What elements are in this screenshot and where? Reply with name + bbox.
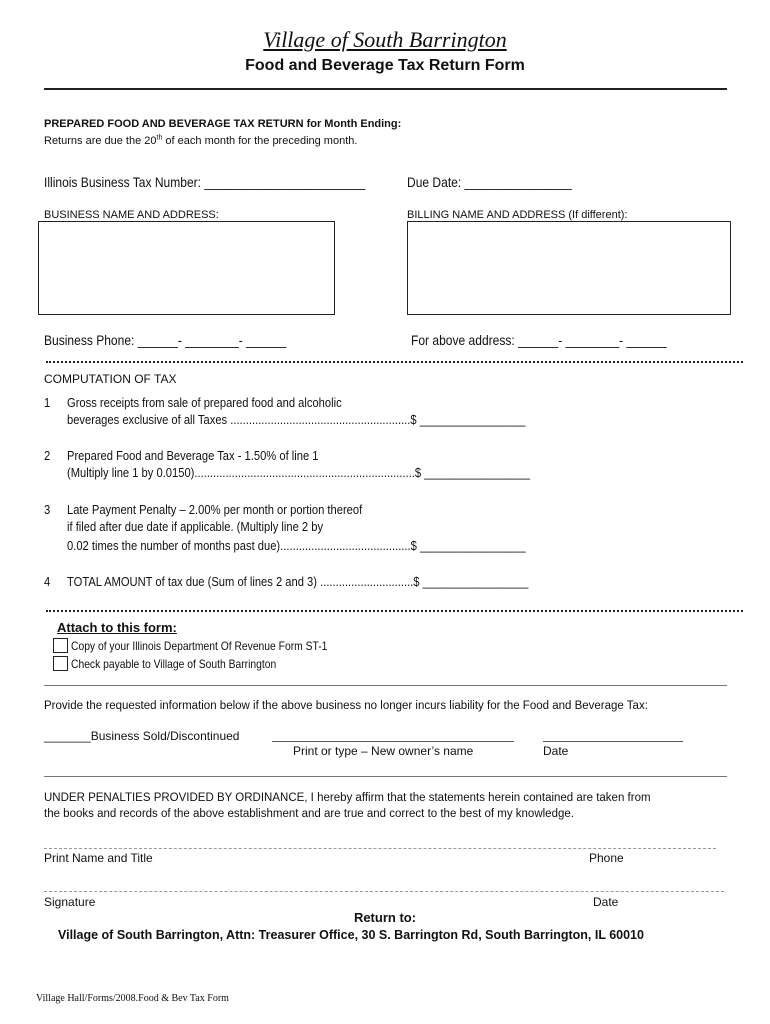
- print-name-line[interactable]: [44, 848, 716, 849]
- print-name-label: Print Name and Title: [44, 851, 153, 865]
- item-number-2: 2: [44, 448, 51, 463]
- item-2-line-1: Prepared Food and Beverage Tax - 1.50% of line 1: [67, 448, 319, 463]
- return-to-heading: Return to:: [353, 910, 417, 925]
- item-4-line-1[interactable]: TOTAL AMOUNT of tax due (Sum of lines 2 and 3) ..............................$ _________________: [67, 574, 529, 589]
- attach-heading: Attach to this form:: [57, 620, 177, 635]
- due-text: [44, 135, 357, 147]
- item-3-line-1: Late Payment Penalty – 2.00% per month or portion thereof: [67, 502, 363, 517]
- return-to-address: Village of South Barrington, Attn: Treasurer Office, 30 S. Barrington Rd, South Barrington, IL 60010: [58, 928, 644, 942]
- attach-item-st1: Copy of your Illinois Department Of Revenue Form ST-1: [71, 639, 328, 653]
- item-2-line-2[interactable]: (Multiply line 1 by 0.0150).......................................................................$ _________________: [67, 465, 530, 480]
- phone-label: Phone: [589, 851, 624, 865]
- business-phone-field[interactable]: Business Phone: ______- ________- ______: [44, 332, 287, 348]
- sold-date-label: Date: [543, 744, 569, 758]
- item-3-line-3[interactable]: 0.02 times the number of months past due)..........................................$ _________________: [67, 538, 526, 553]
- attach-checkbox-check[interactable]: [53, 656, 68, 671]
- above-address-phone-field[interactable]: For above address: ______- ________- ______: [411, 332, 667, 348]
- due-suffix: of each month for the preceding month.: [162, 135, 358, 147]
- affirmation-line-1: UNDER PENALTIES PROVIDED BY ORDINANCE, I hereby affirm that the statements herein contained are taken from: [44, 792, 651, 804]
- sold-date-line[interactable]: [543, 741, 683, 742]
- item-3-line-2: if filed after due date if applicable. (Multiply line 2 by: [67, 519, 324, 534]
- due-prefix: Returns are due the 20: [44, 135, 157, 147]
- dotted-divider-2: [46, 610, 743, 612]
- form-title: Food and Beverage Tax Return Form: [245, 57, 525, 74]
- signature-date-label: Date: [593, 895, 619, 909]
- dotted-divider-1: [46, 361, 743, 363]
- business-address-box[interactable]: [38, 221, 335, 315]
- affirmation-line-2: the books and records of the above establishment and are true and correct to the best of my knowledge.: [44, 808, 574, 820]
- signature-line[interactable]: [44, 891, 724, 892]
- new-owner-label: Print or type – New owner’s name: [293, 744, 474, 758]
- discontinued-divider: [44, 776, 727, 777]
- discontinued-instruction: Provide the requested information below if the above business no longer incurs liability for the Food and Beverage Tax:: [44, 700, 648, 712]
- business-name-label: BUSINESS NAME AND ADDRESS:: [44, 209, 219, 221]
- item-number-4: 4: [44, 574, 51, 589]
- footer-path: Village Hall/Forms/2008.Food & Bev Tax Form: [36, 993, 229, 1004]
- due-date-field[interactable]: Due Date: ________________: [407, 174, 572, 190]
- item-number-3: 3: [44, 502, 51, 517]
- billing-name-label: BILLING NAME AND ADDRESS (If different):: [407, 209, 628, 221]
- attach-item-check: Check payable to Village of South Barrington: [71, 657, 277, 671]
- return-heading: PREPARED FOOD AND BEVERAGE TAX RETURN for Month Ending:: [44, 118, 402, 130]
- signature-label: Signature: [44, 895, 96, 909]
- item-1-line-2[interactable]: beverages exclusive of all Taxes ..........................................................$ _________________: [67, 412, 526, 427]
- item-number-1: 1: [44, 395, 51, 410]
- computation-heading: COMPUTATION OF TAX: [44, 372, 177, 386]
- new-owner-name-line[interactable]: [272, 741, 514, 742]
- tax-number-field[interactable]: Illinois Business Tax Number: ________________________: [44, 174, 366, 190]
- business-sold-field[interactable]: _______Business Sold/Discontinued: [44, 729, 240, 743]
- village-title: Village of South Barrington: [263, 27, 507, 52]
- item-1-line-1: Gross receipts from sale of prepared food and alcoholic: [67, 395, 342, 410]
- billing-address-box[interactable]: [407, 221, 731, 315]
- due-sup: th: [156, 134, 163, 142]
- header-divider: [44, 88, 727, 90]
- attach-checkbox-st1[interactable]: [53, 638, 68, 653]
- attach-divider: [44, 685, 727, 686]
